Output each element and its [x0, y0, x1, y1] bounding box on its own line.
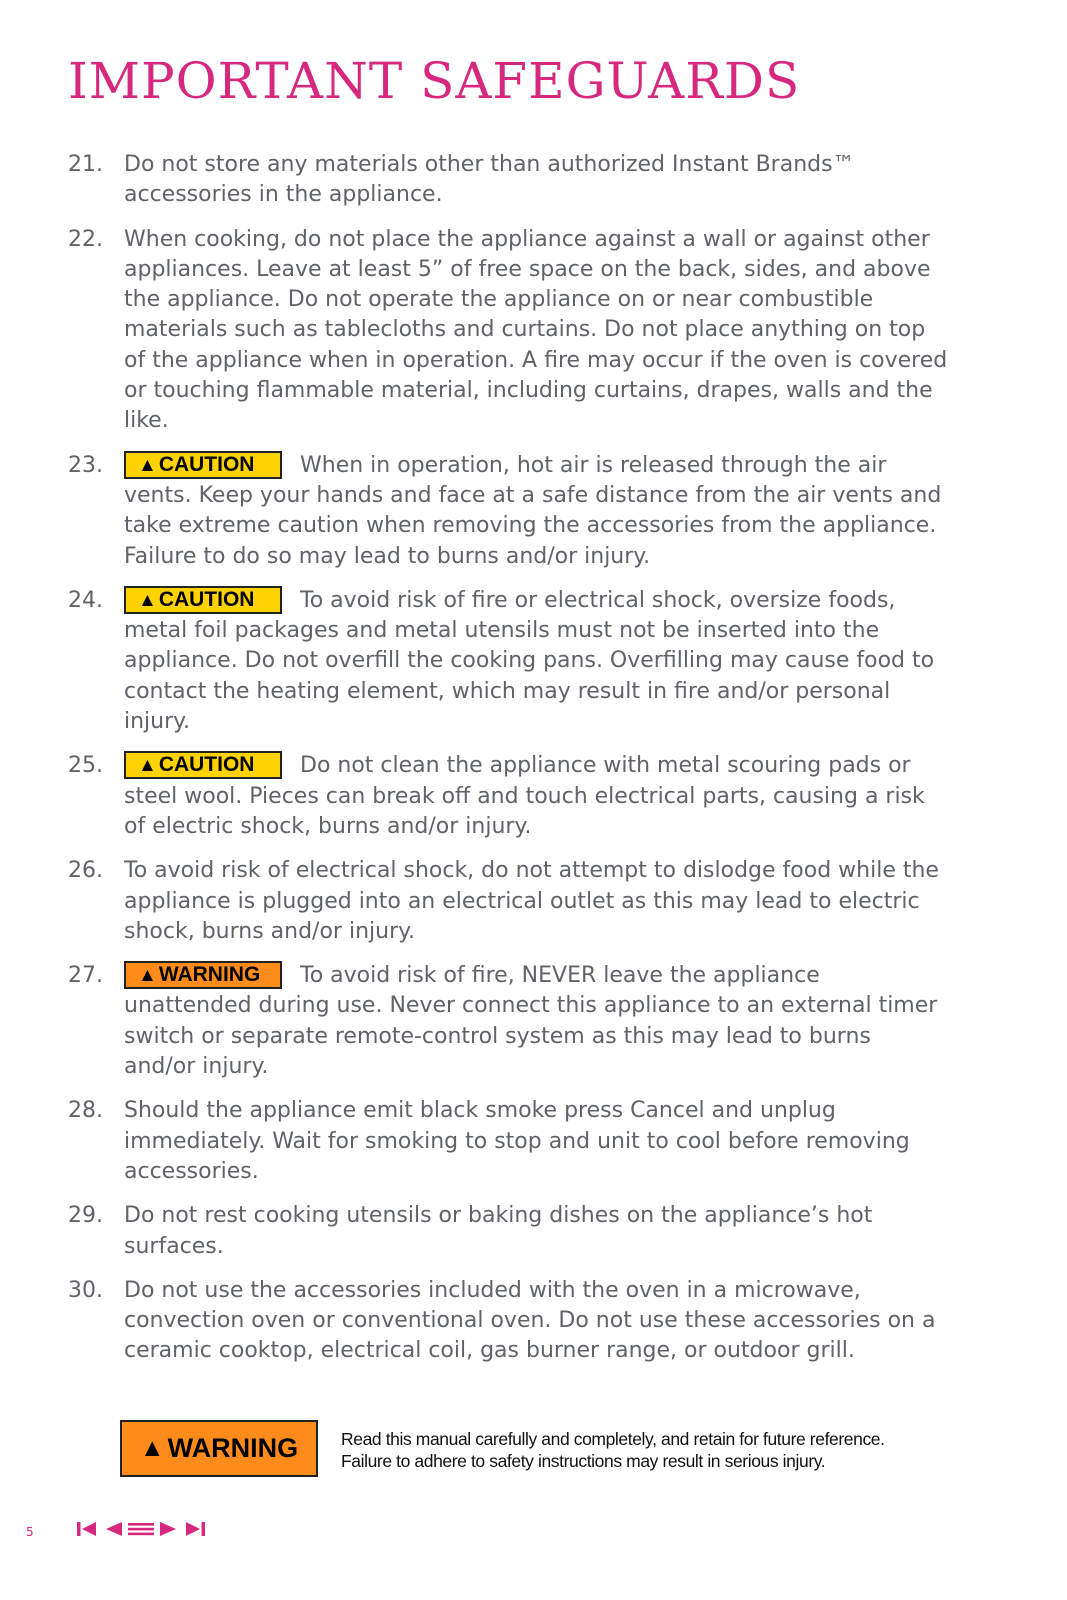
warning-badge	[124, 961, 282, 989]
list-item	[68, 1276, 948, 1367]
item-number: 29.	[68, 1203, 103, 1229]
footer-notice	[341, 1428, 885, 1472]
item-number: 22.	[68, 226, 103, 252]
first-page-icon[interactable]	[74, 1519, 100, 1539]
list-item	[68, 1201, 948, 1262]
warning-triangle-icon: ▲	[138, 755, 157, 777]
footer-badge-label: WARNING	[167, 1433, 299, 1463]
item-number: 30.	[68, 1277, 103, 1303]
item-text: Do not store any materials other than authorized Instant Brands™ accessories in the appliance.	[124, 152, 855, 208]
previous-page-icon[interactable]	[102, 1519, 124, 1539]
warning-triangle-icon: ▲	[138, 589, 157, 611]
warning-triangle-icon: ▲	[138, 965, 157, 987]
badge-label: WARNING	[158, 963, 261, 987]
item-number: 27.	[68, 963, 103, 989]
item-text: Do not use the accessories included with the oven in a microwave, convection oven or conventional oven. Do not use these accessories on a ceramic cooktop, electrical coil, gas burner range, or outdoor grill.	[124, 1277, 936, 1364]
contents-icon[interactable]	[126, 1519, 156, 1539]
item-text: When cooking, do not place the appliance against a wall or against other appliances. Leave at least 5” of free space on the back, sides, and above the appliance. Do not operate the appliance on or near combustible materials such as tablecloths and curtains. Do not place anything on top of the appliance when in operation. A fire may occur if the oven is covered or touching flammable material, including curtains, drapes, walls and the like.	[124, 226, 948, 434]
item-text: Do not clean the appliance with metal scouring pads or steel wool. Pieces can break off and touch electrical parts, causing a risk of electric shock, burns and/or injury.	[124, 753, 925, 839]
page-number: 5	[26, 1525, 34, 1539]
list-item	[68, 961, 948, 1082]
item-number: 26.	[68, 858, 103, 884]
list-item	[68, 451, 948, 572]
item-number: 23.	[68, 452, 103, 478]
last-page-icon[interactable]	[182, 1519, 208, 1539]
item-text: When in operation, hot air is released through the air vents. Keep your hands and face at a safe distance from the air vents and take extreme caution when removing the accessories from the appliance. Failure to do so may lead to burns and/or injury.	[124, 452, 942, 569]
badge-label: CAUTION	[158, 753, 255, 777]
item-text: Do not rest cooking utensils or baking dishes on the appliance’s hot surfaces.	[124, 1203, 873, 1259]
item-number: 25.	[68, 753, 103, 779]
item-text: To avoid risk of fire, NEVER leave the appliance unattended during use. Never connect this appliance to an external timer switch or separate remote-control system as this may lead to burns and/or injury.	[124, 963, 938, 1080]
item-number: 21.	[68, 152, 103, 177]
item-number: 28.	[68, 1098, 103, 1124]
item-text: Should the appliance emit black smoke press Cancel and unplug immediately. Wait for smoking to stop and unit to cool before removing accessories.	[124, 1098, 910, 1184]
list-item	[68, 856, 948, 947]
footer-notice-line-2: Failure to adhere to safety instructions may result in serious injury.	[341, 1451, 826, 1471]
list-item	[68, 751, 948, 842]
item-number: 24.	[68, 587, 103, 613]
caution-badge	[124, 751, 282, 779]
item-text: To avoid risk of electrical shock, do not attempt to dislodge food while the appliance is plugged into an electrical outlet as this may lead to electric shock, burns and/or injury.	[124, 858, 939, 944]
caution-badge	[124, 451, 282, 479]
list-item	[68, 225, 948, 437]
warning-triangle-icon: ▲	[138, 454, 157, 476]
page-title: IMPORTANT SAFEGUARDS	[68, 52, 801, 110]
footer-warning-badge	[120, 1420, 318, 1477]
warning-triangle-icon: ▲	[139, 1434, 165, 1462]
next-page-icon[interactable]	[158, 1519, 180, 1539]
list-item	[68, 586, 948, 737]
list-item	[68, 1096, 948, 1187]
footer-notice-line-1: Read this manual carefully and completely, and retain for future reference.	[341, 1429, 885, 1449]
badge-label: CAUTION	[158, 452, 255, 476]
badge-label: CAUTION	[158, 587, 255, 611]
list-item	[68, 150, 948, 211]
item-text: To avoid risk of fire or electrical shock, oversize foods, metal foil packages and metal utensils must not be inserted into the appliance. Do not overfill the cooking pans. Overfilling may cause food to contact the heating element, which may result in fire and/or personal injury.	[124, 587, 935, 735]
caution-badge	[124, 586, 282, 614]
safeguards-list	[68, 150, 948, 1381]
page-navigation	[74, 1519, 208, 1539]
